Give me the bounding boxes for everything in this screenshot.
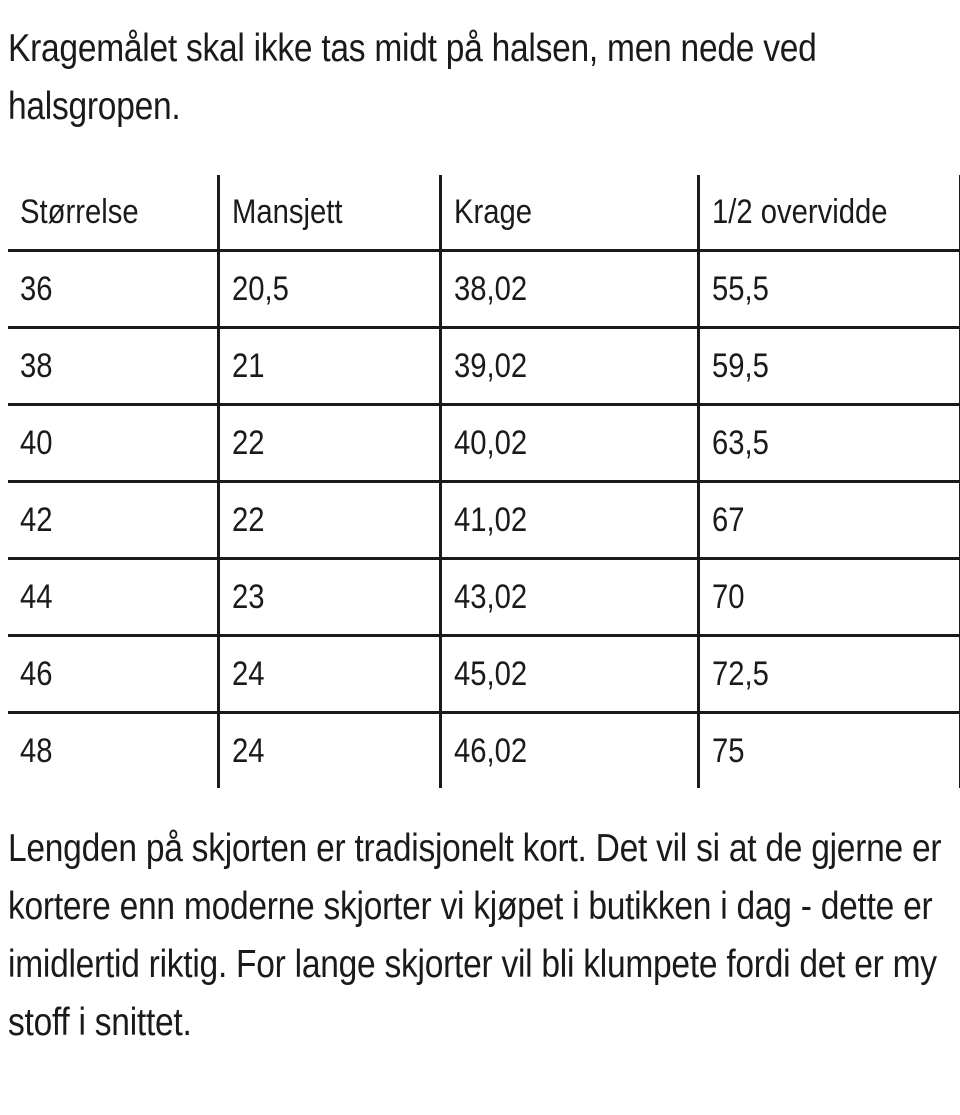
table-header-row — [8, 175, 960, 251]
table-cell: 38 — [8, 328, 218, 405]
size-table — [8, 175, 960, 788]
table-cell: 40 — [8, 405, 218, 482]
intro-paragraph: Kragemålet skal ikke tas midt på halsen, men nede ved halsgropen. — [8, 27, 817, 128]
table-row — [8, 328, 960, 405]
table-row — [8, 713, 960, 789]
table-cell: 42 — [8, 482, 218, 559]
table-row — [8, 482, 960, 559]
table-cell: 40,02 — [440, 405, 698, 482]
table-row — [8, 251, 960, 328]
table-cell: 46 — [8, 636, 218, 713]
size-table-header — [8, 175, 960, 251]
outro-paragraph: Lengden på skjorten er tradisjonelt kort. Det vil si at de gjerne er kortere enn moderne skjorter vi kjøpet i butikken i dag - dette er imidlertid riktig. For lange skjorter vil bli klumpete fordi det er my stoff i snittet. — [8, 827, 942, 1044]
table-cell: 41,02 — [440, 482, 698, 559]
table-cell: 72,5 — [698, 636, 960, 713]
table-cell: 48 — [20, 731, 53, 770]
table-cell: 59,5 — [698, 328, 960, 405]
table-cell: 63,5 — [698, 405, 960, 482]
table-cell: 21 — [218, 328, 440, 405]
table-cell: 24 — [218, 713, 440, 789]
table-cell: 67 — [698, 482, 960, 559]
table-cell: 23 — [218, 559, 440, 636]
table-cell: 46,02 — [440, 713, 698, 789]
table-cell: 22 — [218, 482, 440, 559]
table-cell: 43,02 — [440, 559, 698, 636]
table-cell: 39,02 — [440, 328, 698, 405]
table-row — [8, 559, 960, 636]
size-table-body — [8, 251, 960, 789]
table-row — [8, 405, 960, 482]
header-cell-storrelse: Størrelse — [8, 175, 218, 251]
table-cell: 36 — [8, 251, 218, 328]
table-cell: 22 — [218, 405, 440, 482]
table-cell: 38,02 — [440, 251, 698, 328]
table-cell: 44 — [8, 559, 218, 636]
header-cell-mansjett: Mansjett — [218, 175, 440, 251]
table-cell: 20,5 — [218, 251, 440, 328]
table-cell: 70 — [698, 559, 960, 636]
table-cell: 45,02 — [440, 636, 698, 713]
table-row — [8, 636, 960, 713]
table-cell: 55,5 — [698, 251, 960, 328]
table-cell: 75 — [698, 713, 960, 789]
header-cell-overvidde: 1/2 overvidde — [698, 175, 960, 251]
header-cell-krage: Krage — [440, 175, 698, 251]
table-cell: 24 — [218, 636, 440, 713]
